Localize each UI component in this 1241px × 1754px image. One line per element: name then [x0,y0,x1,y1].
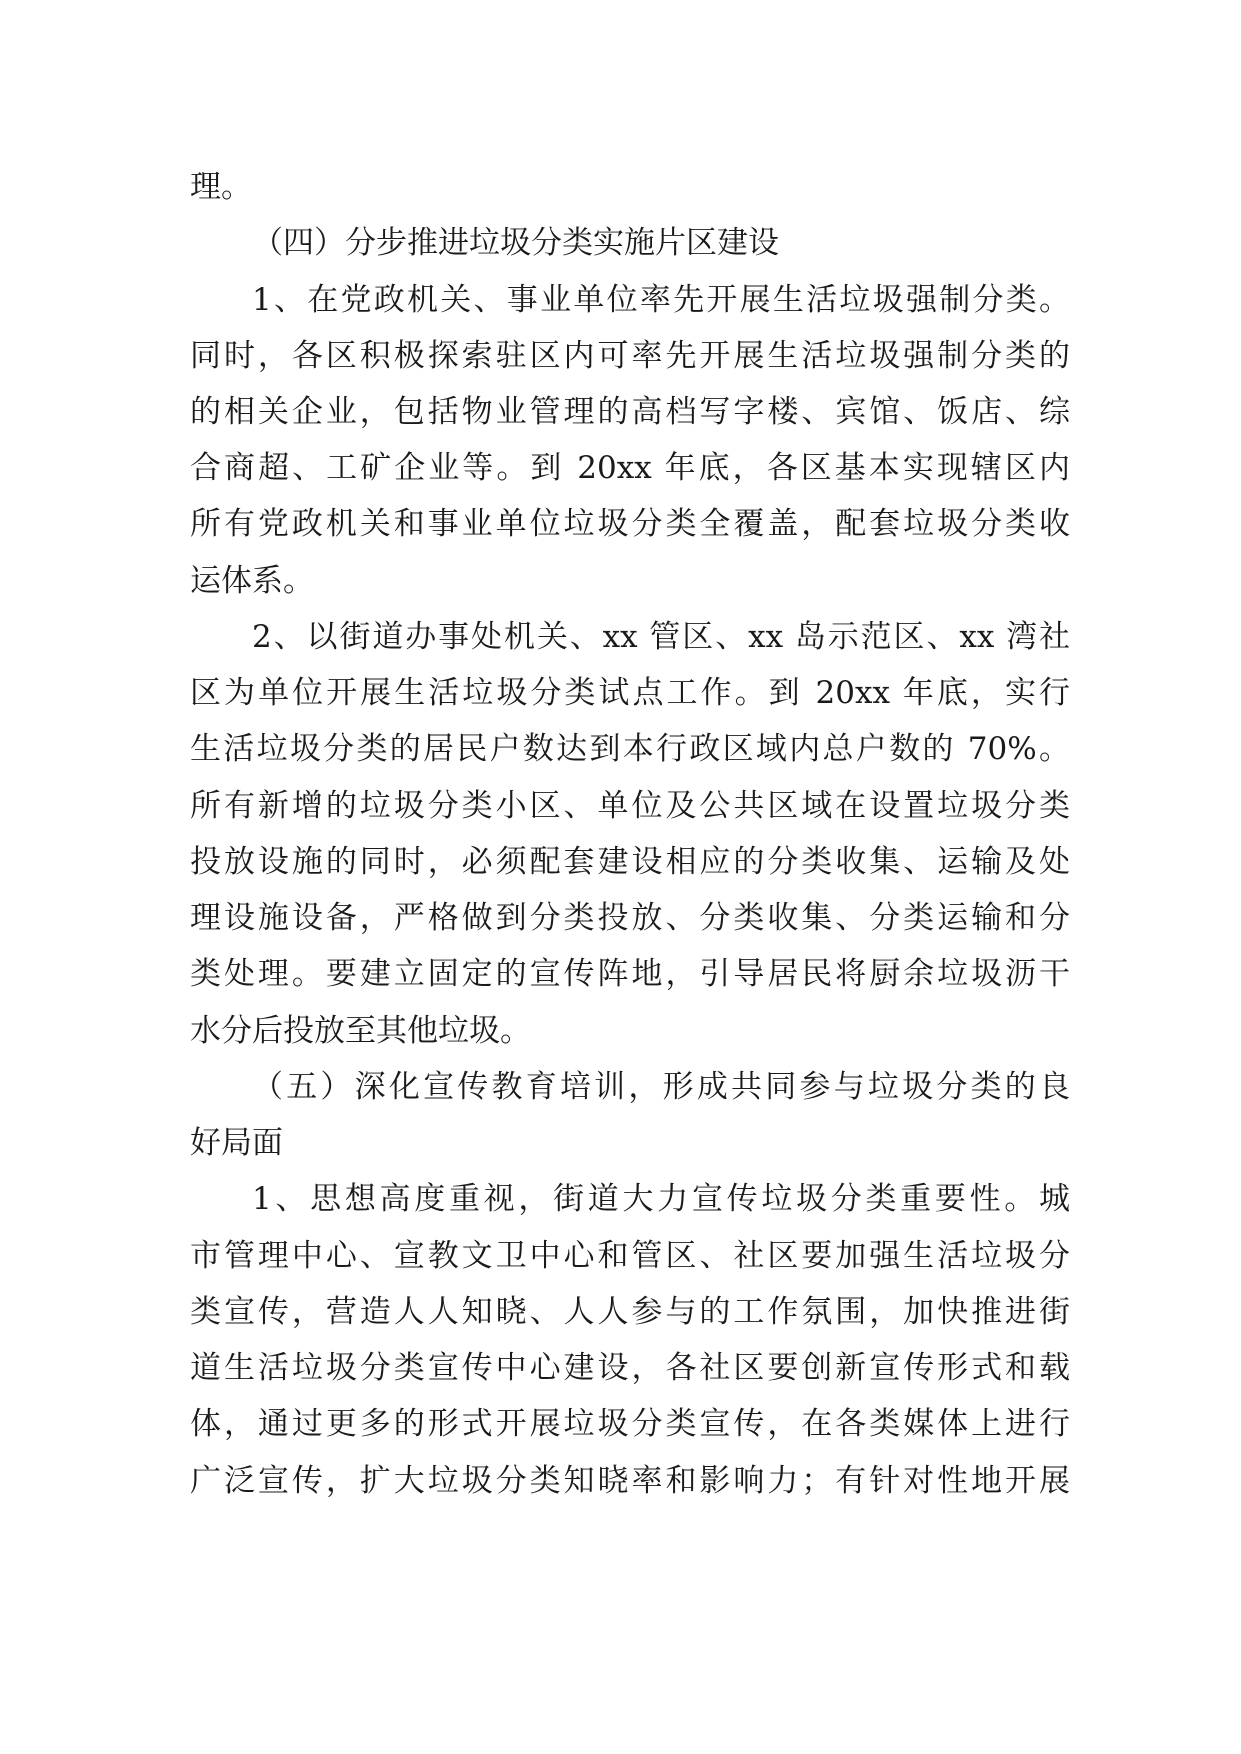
paragraph-line: 理。 [190,169,252,205]
paragraph-line: 水分后投放至其他垃圾。 [190,1013,531,1049]
paragraph-line: 1、思想高度重视，街道大力宣传垃圾分类重要性。城 [252,1181,1070,1217]
paragraph-line: 运体系。 [190,563,314,599]
section-heading: （四）分步推进垃圾分类实施片区建设 [252,225,779,261]
paragraph-line: 类宣传，营造人人知晓、人人参与的工作氛围，加快推进街 [190,1294,1070,1330]
paragraph-line: 广泛宣传，扩大垃圾分类知晓率和影响力；有针对性地开展 [190,1463,1070,1499]
paragraph-line: 同时，各区积极探索驻区内可率先开展生活垃圾强制分类的 [190,338,1070,374]
paragraph-line: 道生活垃圾分类宣传中心建设，各社区要创新宣传形式和载 [190,1350,1070,1386]
section-heading: （五）深化宣传教育培训，形成共同参与垃圾分类的良 [252,1069,1070,1105]
paragraph-line: 所有党政机关和事业单位垃圾分类全覆盖，配套垃圾分类收 [190,506,1070,542]
paragraph-line: 区为单位开展生活垃圾分类试点工作。到 20xx 年底，实行 [190,675,1070,711]
paragraph-line: 的相关企业，包括物业管理的高档写字楼、宾馆、饭店、综 [190,394,1070,430]
paragraph-line: 1、在党政机关、事业单位率先开展生活垃圾强制分类。 [252,282,1070,318]
paragraph-line: 理设施设备，严格做到分类投放、分类收集、分类运输和分 [190,900,1070,936]
paragraph-line: 体，通过更多的形式开展垃圾分类宣传，在各类媒体上进行 [190,1406,1070,1442]
paragraph-line: 投放设施的同时，必须配套建设相应的分类收集、运输及处 [190,844,1070,880]
paragraph-line: 所有新增的垃圾分类小区、单位及公共区域在设置垃圾分类 [190,788,1070,824]
paragraph-line: 2、以街道办事处机关、xx 管区、xx 岛示范区、xx 湾社 [252,619,1070,655]
paragraph-line: 生活垃圾分类的居民户数达到本行政区域内总户数的 70%。 [190,731,1070,767]
section-heading: 好局面 [190,1125,283,1161]
paragraph-line: 类处理。要建立固定的宣传阵地，引导居民将厨余垃圾沥干 [190,956,1070,992]
paragraph-line: 市管理中心、宣教文卫中心和管区、社区要加强生活垃圾分 [190,1238,1070,1274]
paragraph-line: 合商超、工矿企业等。到 20xx 年底，各区基本实现辖区内 [190,450,1070,486]
